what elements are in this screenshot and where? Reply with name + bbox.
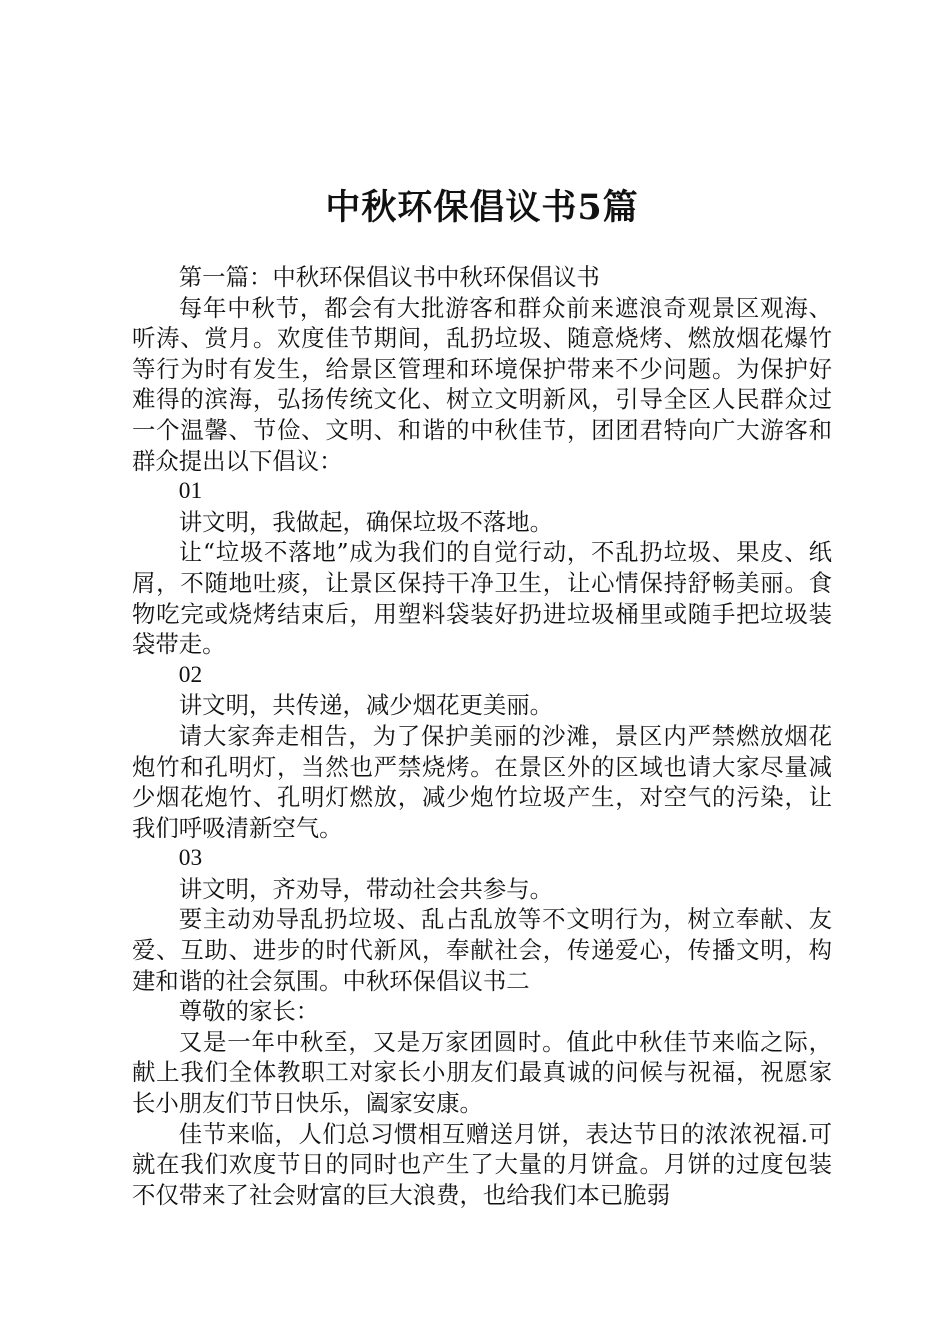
section-body-2: 请大家奔走相告，为了保护美丽的沙滩，景区内严禁燃放烟花炮竹和孔明灯，当然也严禁烧烤。在景区外的区域也请大家尽量减少烟花炮竹、孔明灯燃放，减少炮竹垃圾产生，对空气的污染，让我们呼吸清新空气。 <box>132 721 832 842</box>
section-number-02: 02 <box>178 661 203 688</box>
section-heading-3: 讲文明，齐劝导，带动社会共参与。 <box>178 874 554 903</box>
section-number-03: 03 <box>178 845 203 872</box>
section-body-1: 让“垃圾不落地”成为我们的自觉行动，不乱扔垃圾、果皮、纸屑，不随地吐痰，让景区保持干净卫生，让心情保持舒畅美丽。食物吃完或烧烤结束后，用塑料袋装好扔进垃圾桶里或随手把垃圾装袋带走。 <box>132 538 832 659</box>
section-body-3: 要主动劝导乱扔垃圾、乱占乱放等不文明行为，树立奉献、友爱、互助、进步的时代新风，奉献社会，传递爱心，传播文明，构建和谐的社会氛围。中秋环保倡议书二 <box>132 905 832 995</box>
document-title: 中秋环保倡议书5篇 <box>325 187 639 228</box>
section-heading-2: 讲文明，共传递，减少烟花更美丽。 <box>178 691 554 720</box>
section-number-01: 01 <box>178 478 203 505</box>
paragraph-heading-part1: 第一篇：中秋环保倡议书中秋环保倡议书 <box>178 263 600 291</box>
salutation: 尊敬的家长： <box>178 997 320 1026</box>
section-heading-1: 讲文明，我做起，确保垃圾不落地。 <box>178 507 554 536</box>
document-body <box>132 262 832 1210</box>
paragraph-intro: 每年中秋节，都会有大批游客和群众前来遮浪奇观景区观海、听涛、赏月。欢度佳节期间，乱扔垃圾、随意烧烤、燃放烟花爆竹等行为时有发生，给景区管理和环境保护带来不少问题。为保护好难得的滨海，弘扬传统文化、树立文明新风，引导全区人民群众过一个温馨、节俭、文明、和谐的中秋佳节，团团君特向广大游客和群众提出以下倡议： <box>132 293 832 475</box>
paragraph-greeting: 又是一年中秋至，又是万家团圆时。值此中秋佳节来临之际，献上我们全体教职工对家长小朋友们最真诚的问候与祝福，祝愿家长小朋友们节日快乐，阖家安康。 <box>132 1027 832 1118</box>
document-page <box>132 178 832 1210</box>
paragraph-mooncake: 佳节来临，人们总习惯相互赠送月饼，表达节日的浓浓祝福.可就在我们欢度节日的同时也产生了大量的月饼盒。月饼的过度包装不仅带来了社会财富的巨大浪费，也给我们本已脆弱 <box>132 1119 832 1209</box>
